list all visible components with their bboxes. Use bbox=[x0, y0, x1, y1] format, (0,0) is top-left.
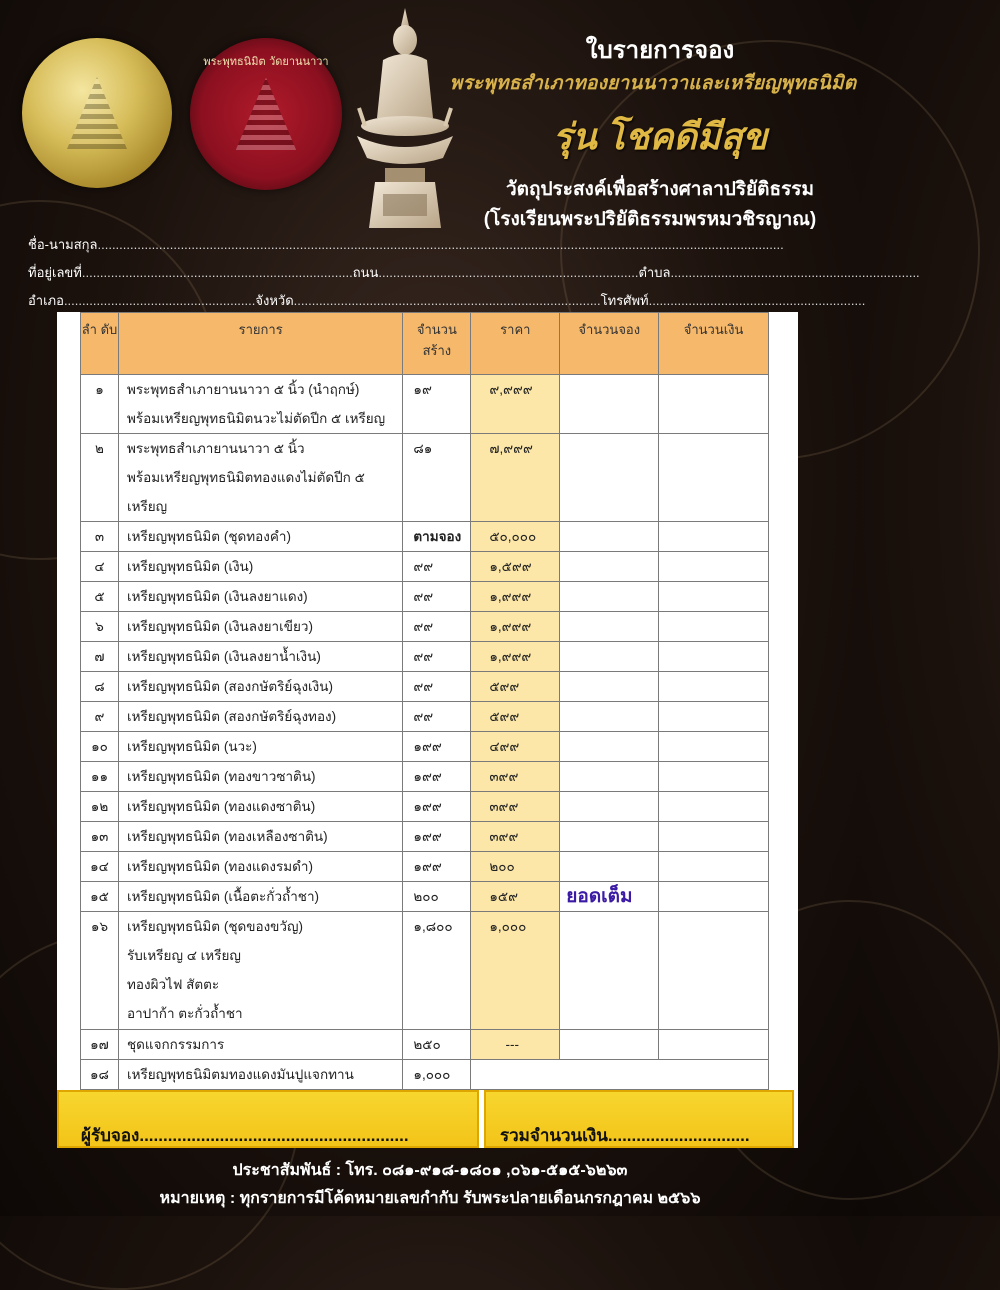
row-no: ๘ bbox=[81, 672, 119, 702]
row-no: ๑๕ bbox=[81, 882, 119, 912]
district-line bbox=[28, 290, 866, 311]
row-amount-input[interactable] bbox=[659, 852, 769, 882]
address-input[interactable]: ........................................................................... bbox=[81, 265, 353, 280]
col-header-price: ราคา bbox=[471, 313, 560, 375]
row-qty: ๙๙ bbox=[403, 552, 471, 582]
row-item bbox=[118, 375, 402, 434]
table-row bbox=[81, 792, 769, 822]
row-amount-input[interactable] bbox=[659, 522, 769, 552]
row-qty: ๙๙ bbox=[403, 672, 471, 702]
col-header-amount: จำนวนเงิน bbox=[659, 313, 769, 375]
row-price: ๕๙๙ bbox=[471, 672, 560, 702]
row-no: ๒ bbox=[81, 434, 119, 522]
row-price: --- bbox=[471, 1030, 560, 1060]
row-price: ๒๐๐ bbox=[471, 852, 560, 882]
row-qty: ๑๙ bbox=[403, 375, 471, 434]
province-input[interactable]: ..................................................................................... bbox=[293, 293, 601, 308]
row-item: เหรียญพุทธนิมิต (สองกษัตริย์ฉุงเงิน) bbox=[118, 672, 402, 702]
table-row bbox=[81, 522, 769, 552]
row-qty: ๑๙๙ bbox=[403, 822, 471, 852]
row-item-line: พระพุทธสำเภายานนาวา ๕ นิ้ว bbox=[126, 441, 305, 456]
row-item-line: พร้อมเหรียญพุทธนิมิตทองแดงไม่ตัดปีก ๕ bbox=[126, 470, 365, 485]
coin-relief bbox=[236, 78, 297, 151]
table-row bbox=[81, 434, 769, 522]
row-item-line: เหรียญ bbox=[126, 499, 168, 514]
red-enamel-coin-image bbox=[190, 38, 342, 190]
table-row bbox=[81, 732, 769, 762]
table-row bbox=[81, 762, 769, 792]
row-price: ๓๙๙ bbox=[471, 762, 560, 792]
table-row bbox=[81, 672, 769, 702]
road-input[interactable]: ........................................................................ bbox=[378, 265, 639, 280]
row-amount-input[interactable] bbox=[659, 732, 769, 762]
row-qty: ๑๙๙ bbox=[403, 762, 471, 792]
row-item: เหรียญพุทธนิมิต (เงิน) bbox=[118, 552, 402, 582]
row-booking-input[interactable] bbox=[560, 792, 659, 822]
row-item bbox=[118, 434, 402, 522]
row-item: เหรียญพุทธนิมิต (เงินลงยาเขียว) bbox=[118, 612, 402, 642]
row-item: เหรียญพุทธนิมิต (ทองขาวซาติน) bbox=[118, 762, 402, 792]
col-header-item: รายการ bbox=[118, 313, 402, 375]
road-label: ถนน bbox=[352, 265, 379, 280]
row-item: เหรียญพุทธนิมิต (ชุดทองคำ) bbox=[118, 522, 402, 552]
row-no: ๑๘ bbox=[81, 1060, 119, 1090]
row-item-line: เหรียญพุทธนิมิต (ชุดของขวัญ) bbox=[126, 919, 303, 934]
row-price: ๔๙๙ bbox=[471, 732, 560, 762]
row-price: ๙,๙๙๙ bbox=[471, 375, 560, 434]
subdistrict-label: ตำบล bbox=[638, 265, 671, 280]
row-amount-input[interactable] bbox=[659, 672, 769, 702]
row-no: ๑๓ bbox=[81, 822, 119, 852]
row-booking-input[interactable] bbox=[560, 642, 659, 672]
row-item: เหรียญพุทธนิมิตมทองแดงมันปูแจกทาน bbox=[118, 1060, 402, 1090]
row-booking-input[interactable] bbox=[560, 552, 659, 582]
row-no: ๑๔ bbox=[81, 852, 119, 882]
row-price: ๕๙๙ bbox=[471, 702, 560, 732]
row-qty: ตามจอง bbox=[403, 522, 471, 552]
row-price: ๑,๕๙๙ bbox=[471, 552, 560, 582]
row-booking-input[interactable] bbox=[560, 522, 659, 552]
table-row bbox=[81, 912, 769, 1030]
row-amount-input[interactable] bbox=[659, 434, 769, 522]
table-row bbox=[81, 612, 769, 642]
row-amount-input[interactable] bbox=[659, 822, 769, 852]
row-booking-input[interactable] bbox=[560, 434, 659, 522]
row-booking-input[interactable] bbox=[560, 732, 659, 762]
note-text: หมายเหตุ : ทุกรายการมีโค้ดหมายเลขกำกับ รับพระปลายเดือนกรกฎาคม ๒๕๖๖ bbox=[159, 1190, 701, 1207]
table-row bbox=[81, 852, 769, 882]
row-amount-input[interactable] bbox=[659, 552, 769, 582]
row-item-line: รับเหรียญ ๔ เหรียญ bbox=[126, 948, 241, 963]
district-input[interactable]: ..................................................... bbox=[63, 293, 256, 308]
row-qty: ๙๙ bbox=[403, 642, 471, 672]
row-no: ๗ bbox=[81, 642, 119, 672]
table-row bbox=[81, 375, 769, 434]
row-item: เหรียญพุทธนิมิต (ทองเหลืองซาติน) bbox=[118, 822, 402, 852]
row-qty: ๑,๘๐๐ bbox=[403, 912, 471, 1030]
order-table bbox=[80, 312, 769, 1090]
row-booking-input[interactable] bbox=[560, 375, 659, 434]
row-price: ๓๙๙ bbox=[471, 822, 560, 852]
row-no: ๑ bbox=[81, 375, 119, 434]
row-amount-input[interactable] bbox=[659, 642, 769, 672]
row-amount-input[interactable] bbox=[659, 912, 769, 1030]
district-label: อำเภอ bbox=[28, 293, 64, 308]
row-no: ๑๖ bbox=[81, 912, 119, 1030]
row-amount-input[interactable] bbox=[659, 582, 769, 612]
table-row bbox=[81, 1060, 769, 1090]
gold-coin-image bbox=[22, 38, 172, 188]
col-header-booking: จำนวนจอง bbox=[560, 313, 659, 375]
edition-name: รุ่น โชคดีมีสุข bbox=[552, 117, 768, 157]
row-booking-input[interactable] bbox=[560, 702, 659, 732]
row-amount-input[interactable] bbox=[659, 882, 769, 912]
row-booking-input[interactable] bbox=[560, 612, 659, 642]
table-row bbox=[81, 882, 769, 912]
row-booking-input[interactable] bbox=[560, 822, 659, 852]
row-price: ๓๙๙ bbox=[471, 792, 560, 822]
row-amount-input[interactable] bbox=[659, 1030, 769, 1060]
row-no: ๖ bbox=[81, 612, 119, 642]
row-amount-input[interactable] bbox=[659, 375, 769, 434]
phone-input[interactable]: ............................................................ bbox=[648, 293, 866, 308]
row-no: ๓ bbox=[81, 522, 119, 552]
row-booking-input[interactable] bbox=[560, 672, 659, 702]
row-item-line: พระพุทธสำเภายานนาวา ๕ นิ้ว (นำฤกษ์) bbox=[126, 382, 360, 397]
name-input[interactable]: .............................................................................................................................................................................................. bbox=[97, 237, 784, 252]
table-row bbox=[81, 552, 769, 582]
name-label: ชื่อ-นามสกุล bbox=[28, 237, 98, 252]
row-amount-input[interactable] bbox=[659, 702, 769, 732]
row-amount-input[interactable] bbox=[659, 792, 769, 822]
row-booking-input[interactable] bbox=[560, 912, 659, 1030]
col-header-no: ลำ ดับ bbox=[81, 313, 119, 375]
row-price: ๕๐,๐๐๐ bbox=[471, 522, 560, 552]
address-line bbox=[28, 262, 920, 283]
header bbox=[0, 0, 860, 230]
table-row bbox=[81, 702, 769, 732]
row-no: ๑๗ bbox=[81, 1030, 119, 1060]
buddha-statue-image bbox=[345, 8, 465, 228]
row-qty: ๙๙ bbox=[403, 702, 471, 732]
row-qty: ๑๙๙ bbox=[403, 852, 471, 882]
row-item: เหรียญพุทธนิมิต (ทองแดงรมดำ) bbox=[118, 852, 402, 882]
row-item: เหรียญพุทธนิมิต (นวะ) bbox=[118, 732, 402, 762]
name-line bbox=[28, 234, 828, 255]
coin-inscription: พระพุทธนิมิต วัดยานนาวา bbox=[203, 55, 329, 68]
row-price: ๑๕๙ bbox=[471, 882, 560, 912]
purpose-text: วัตถุประสงค์เพื่อสร้างศาลาปริยัติธรรม bbox=[505, 179, 815, 200]
row-amount-input[interactable] bbox=[659, 762, 769, 792]
total-amount-field[interactable]: รวมจำนวนเงิน.............................. bbox=[484, 1090, 794, 1148]
contact-info: ประชาสัมพันธ์ : โทร. ๐๘๑-๙๑๘-๑๘๐๑ ,๐๖๑-๕๑๕-๖๒๖๓ bbox=[232, 1162, 628, 1179]
subdistrict-input[interactable]: ..................................................................... bbox=[670, 265, 920, 280]
row-no: ๑๑ bbox=[81, 762, 119, 792]
table-header-row bbox=[81, 313, 769, 375]
row-no: ๙ bbox=[81, 702, 119, 732]
row-price: ๑,๙๙๙ bbox=[471, 612, 560, 642]
row-no: ๕ bbox=[81, 582, 119, 612]
row-booking-input[interactable] bbox=[560, 852, 659, 882]
row-qty: ๒๕๐ bbox=[403, 1030, 471, 1060]
row-qty: ๘๑ bbox=[403, 434, 471, 522]
province-label: จังหวัด bbox=[255, 293, 294, 308]
school-name: (โรงเรียนพระปริยัติธรรมพรหมวชิรญาณ) bbox=[483, 209, 817, 230]
coin-relief bbox=[67, 77, 127, 149]
row-item: เหรียญพุทธนิมิต (ทองแดงซาติน) bbox=[118, 792, 402, 822]
row-empty-cell bbox=[471, 1060, 769, 1090]
row-price: ๗,๙๙๙ bbox=[471, 434, 560, 522]
row-booking-input[interactable] bbox=[560, 762, 659, 792]
row-qty: ๑,๐๐๐ bbox=[403, 1060, 471, 1090]
row-amount-input[interactable] bbox=[659, 612, 769, 642]
row-qty: ๒๐๐ bbox=[403, 882, 471, 912]
row-qty: ๑๙๙ bbox=[403, 732, 471, 762]
row-price: ๑,๐๐๐ bbox=[471, 912, 560, 1030]
row-qty: ๑๙๙ bbox=[403, 792, 471, 822]
row-item: เหรียญพุทธนิมิต (เงินลงยาน้ำเงิน) bbox=[118, 642, 402, 672]
table-row bbox=[81, 582, 769, 612]
row-item: เหรียญพุทธนิมิต (เงินลงยาแดง) bbox=[118, 582, 402, 612]
row-no: ๑๒ bbox=[81, 792, 119, 822]
table-row bbox=[81, 822, 769, 852]
row-item-line: ทองผิวไฟ สัตตะ bbox=[126, 977, 220, 992]
sold-out-label: ยอดเต็ม bbox=[560, 882, 659, 912]
row-item: เหรียญพุทธนิมิต (สองกษัตริย์ฉุงทอง) bbox=[118, 702, 402, 732]
row-booking-input[interactable] bbox=[560, 582, 659, 612]
phone-label: โทรศัพท์ bbox=[600, 293, 649, 308]
row-booking-input[interactable] bbox=[560, 1030, 659, 1060]
receiver-signature-field[interactable]: ผู้รับจอง......................................................... bbox=[57, 1090, 479, 1148]
address-label: ที่อยู่เลขที่ bbox=[28, 265, 82, 280]
table-row bbox=[81, 1030, 769, 1060]
table-row bbox=[81, 642, 769, 672]
row-price: ๑,๙๙๙ bbox=[471, 582, 560, 612]
row-item-line: พร้อมเหรียญพุทธนิมิตนวะไม่ตัดปีก ๕ เหรียญ bbox=[126, 411, 386, 426]
row-item: ชุดแจกกรรมการ bbox=[118, 1030, 402, 1060]
row-price: ๑,๙๙๙ bbox=[471, 642, 560, 672]
row-item bbox=[118, 912, 402, 1030]
row-qty: ๙๙ bbox=[403, 612, 471, 642]
row-qty: ๙๙ bbox=[403, 582, 471, 612]
row-no: ๑๐ bbox=[81, 732, 119, 762]
col-header-qty: จำนวน สร้าง bbox=[403, 313, 471, 375]
row-item: เหรียญพุทธนิมิต (เนื้อตะกั่วถ้ำชา) bbox=[118, 882, 402, 912]
row-item-line: อาปาก้า ตะกั่วถ้ำชา bbox=[126, 1006, 243, 1021]
amulet-name: พระพุทธสำเภาทองยานนาวาและเหรียญพุทธนิมิต bbox=[449, 73, 857, 94]
form-title: ใบรายการจอง bbox=[585, 38, 735, 64]
row-no: ๔ bbox=[81, 552, 119, 582]
